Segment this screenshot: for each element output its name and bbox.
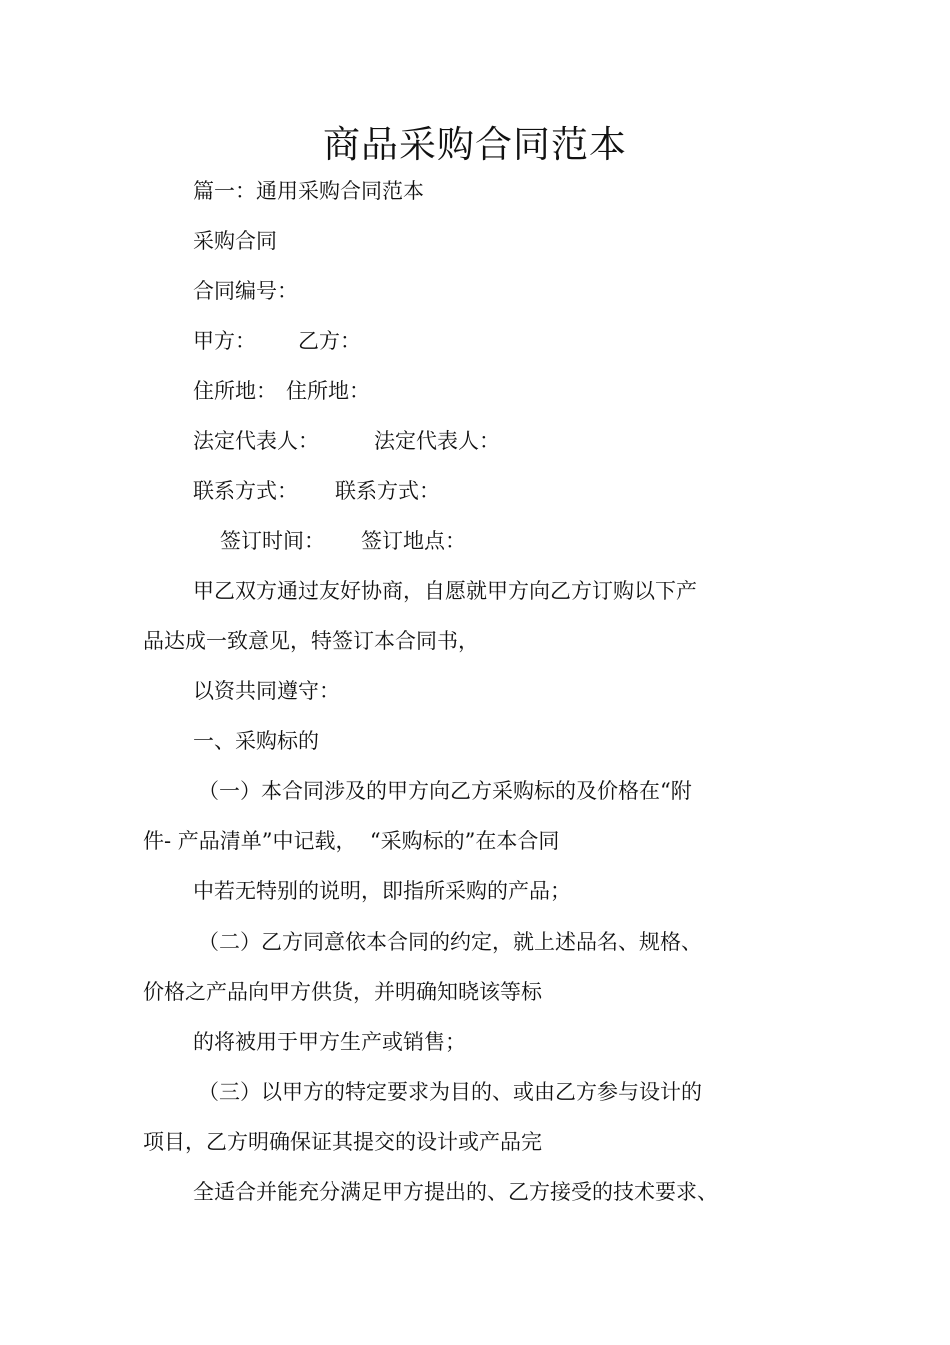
section-heading: 一、采购标的 (193, 729, 319, 753)
contact-a-label: 联系方式： (193, 479, 298, 503)
body-line: 以资共同遵守： (193, 679, 340, 703)
body-line: 品达成一致意见，特签订本合同书， (143, 629, 479, 653)
legal-rep-b-label: 法定代表人： (374, 429, 500, 453)
contact-b-label: 联系方式： (335, 479, 440, 503)
body-line: 价格之产品向甲方供货，并明确知晓该等标 (143, 980, 542, 1004)
document-title: 商品采购合同范本 (323, 123, 627, 166)
body-line: （三）以甲方的特定要求为目的、或由乙方参与设计的 (198, 1080, 702, 1104)
sign-place-label: 签订地点： (361, 529, 466, 553)
contract-number-label: 合同编号： (193, 279, 298, 303)
address-a-label: 住所地： (193, 379, 277, 403)
address-b-label: 住所地： (286, 379, 370, 403)
body-line: 甲乙双方通过友好协商，自愿就甲方向乙方订购以下产 (193, 579, 697, 603)
legal-rep-a-label: 法定代表人： (193, 429, 319, 453)
party-b-label: 乙方： (298, 329, 361, 353)
chapter-heading: 篇一：通用采购合同范本 (193, 179, 424, 203)
body-line: 项目，乙方明确保证其提交的设计或产品完 (143, 1130, 542, 1154)
body-line: 件- 产品清单”中记载， “采购标的”在本合同 (143, 829, 560, 853)
body-line: （二）乙方同意依本合同的约定，就上述品名、规格、 (198, 930, 702, 954)
sign-time-label: 签订时间： (220, 529, 325, 553)
party-a-label: 甲方： (193, 329, 256, 353)
body-line: 的将被用于甲方生产或销售； (193, 1030, 466, 1054)
body-line: 中若无特别的说明，即指所采购的产品； (193, 879, 571, 903)
contract-heading: 采购合同 (193, 229, 277, 253)
body-line: （一）本合同涉及的甲方向乙方采购标的及价格在“附 (198, 779, 692, 803)
body-line: 全适合并能充分满足甲方提出的、乙方接受的技术要求、 (193, 1180, 718, 1204)
